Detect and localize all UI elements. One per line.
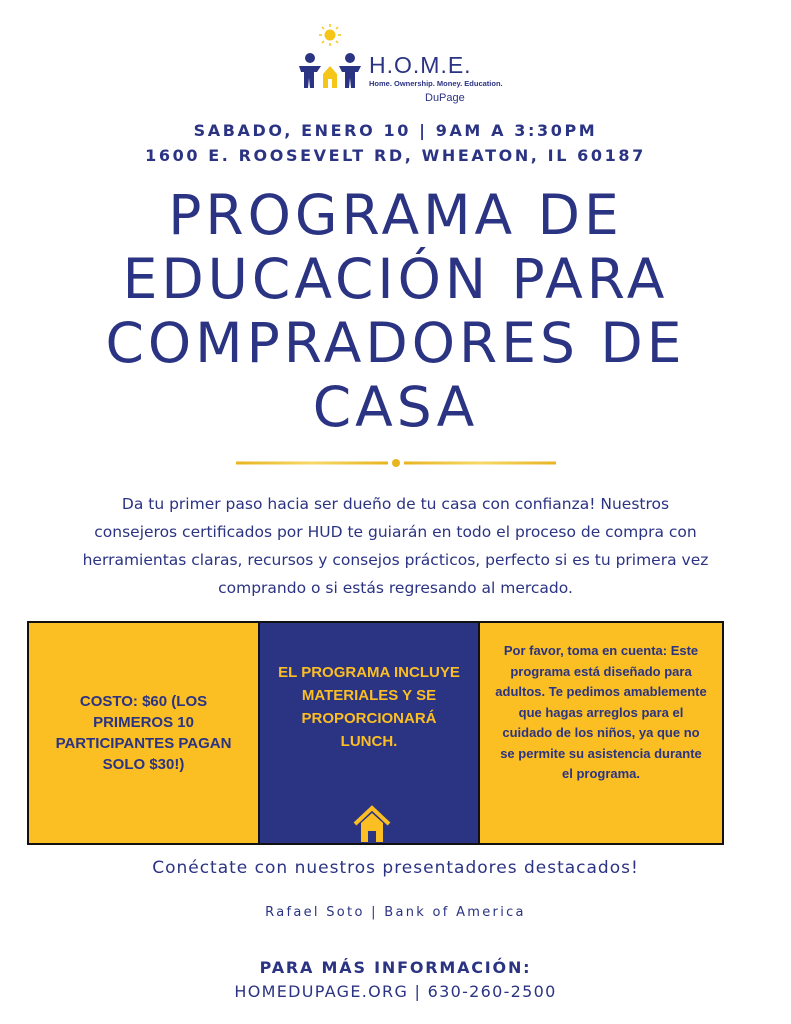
info-boxes [27, 621, 724, 845]
presenter-name: Rafael Soto | Bank of America [265, 905, 526, 920]
headline-line: COMPRADORES DE [105, 311, 686, 375]
program-text: EL PROGRAMA INCLUYE MATERIALES Y SE PROPORCIONARÁ LUNCH. [278, 664, 460, 750]
logo-tagline: Home. Ownership. Money. Education. [369, 79, 503, 88]
event-date-time: SABADO, ENERO 10 | 9AM A 3:30PM [193, 121, 598, 140]
headline [0, 183, 791, 439]
cost-box [29, 623, 260, 843]
cost-text: COSTO: $60 (LOS PRIMEROS 10 PARTICIPANTES PAGAN SOLO $30!) [55, 693, 232, 773]
program-box [260, 623, 480, 843]
house-icon [352, 804, 392, 844]
logo-title: H.O.M.E. [369, 52, 472, 78]
presenters-title: Conéctate con nuestros presentadores destacados! [152, 858, 639, 878]
event-address: 1600 E. ROOSEVELT RD, WHEATON, IL 60187 [145, 146, 646, 165]
note-text: Por favor, toma en cuenta: Este programa está diseñado para adultos. Te pedimos amablemente que hagas arreglos para el cuidado de los niños, ya que no se permite su asistencia durante el programa. [495, 643, 707, 781]
headline-line: PROGRAMA DE [168, 183, 623, 247]
intro-paragraph: Da tu primer paso hacia ser dueño de tu casa con confianza! Nuestros consejeros certificados por HUD te guiarán en todo el proceso de compra con herramientas claras, recursos y consejos prácticos, perfecto si es tu primera vez comprando o si estás regresando al mercado. [82, 495, 709, 597]
home-family-logo-icon [297, 22, 369, 94]
headline-line: CASA [312, 375, 479, 439]
logo [297, 22, 503, 112]
logo-subtitle: DuPage [425, 92, 465, 104]
headline-line: EDUCACIÓN PARA [122, 247, 669, 311]
note-box [480, 623, 722, 843]
info-title: PARA MÁS INFORMACIÓN: [259, 958, 532, 977]
contact-info: HOMEDUPAGE.ORG | 630-260-2500 [234, 982, 557, 1001]
gold-divider [236, 459, 556, 467]
